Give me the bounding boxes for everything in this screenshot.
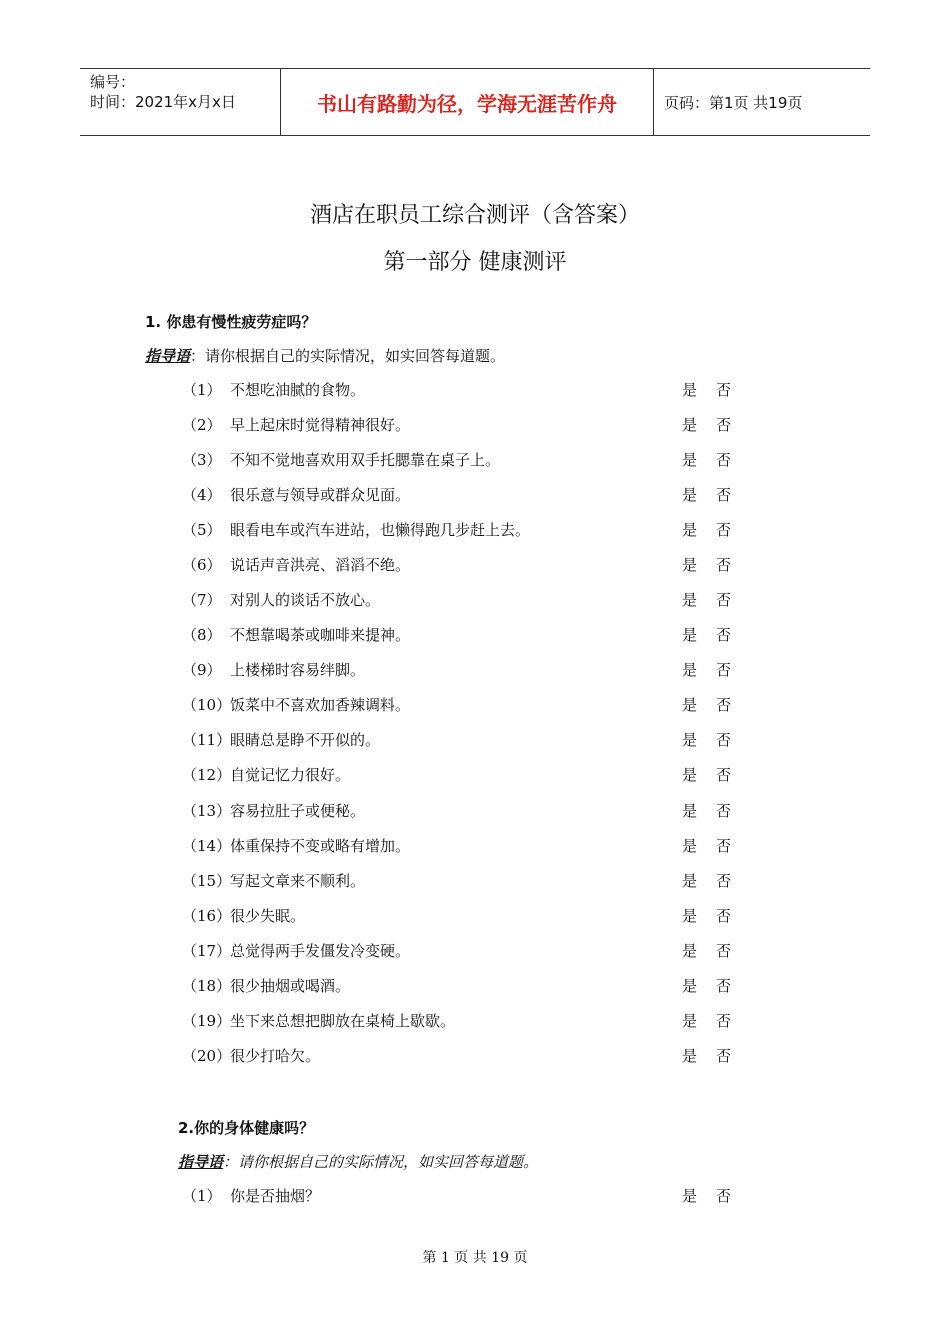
list-item [182, 1185, 742, 1209]
item-number: （20） [182, 1047, 232, 1065]
item-text: 很少失眠。 [230, 907, 306, 925]
list-item [182, 764, 742, 788]
item-number: （19） [182, 1012, 232, 1030]
item-text: 写起文章来不顺利。 [230, 872, 366, 890]
item-text: 早上起床时觉得精神很好。 [230, 416, 411, 434]
yes-option: 是 [682, 556, 698, 574]
guide-text: ：请你根据自己的实际情况，如实回答每道题。 [190, 347, 506, 365]
item-number: （5） [182, 521, 222, 539]
no-option: 否 [716, 416, 732, 434]
item-text: 说话声音洪亮、滔滔不绝。 [230, 556, 411, 574]
list-item [182, 484, 742, 508]
section-2-guide [178, 1151, 538, 1172]
guide-text: ：请你根据自己的实际情况，如实回答每道题。 [223, 1153, 539, 1171]
no-option: 否 [716, 661, 732, 679]
yes-option: 是 [682, 1187, 698, 1205]
list-item [182, 554, 742, 578]
list-item [182, 905, 742, 929]
no-option: 否 [716, 696, 732, 714]
yes-option: 是 [682, 837, 698, 855]
no-option: 否 [716, 977, 732, 995]
item-number: （3） [182, 451, 222, 469]
item-number: （9） [182, 661, 222, 679]
item-text: 不想吃油腻的食物。 [230, 381, 366, 399]
list-item [182, 1045, 742, 1069]
item-text: 你是否抽烟？ [230, 1187, 321, 1205]
item-number: （1） [182, 381, 222, 399]
list-item [182, 940, 742, 964]
item-number: （1） [182, 1187, 222, 1205]
header-motto-cell [281, 69, 654, 135]
guide-label: 指导语 [178, 1153, 224, 1171]
yes-option: 是 [682, 872, 698, 890]
yes-option: 是 [682, 591, 698, 609]
item-number: （13） [182, 802, 232, 820]
header-page-number: 页码：第1页 共19页 [664, 93, 803, 112]
item-number: （8） [182, 626, 222, 644]
yes-option: 是 [682, 731, 698, 749]
section-1-guide [145, 345, 505, 366]
item-text: 饭菜中不喜欢加香辣调料。 [230, 696, 411, 714]
document-number-label: 编号： [90, 73, 136, 91]
yes-option: 是 [682, 1012, 698, 1030]
header-motto: 书山有路勤为径，学海无涯苦作舟 [317, 91, 617, 116]
no-option: 否 [716, 626, 732, 644]
item-text: 总觉得两手发僵发冷变硬。 [230, 942, 411, 960]
item-number: （11） [182, 731, 232, 749]
item-text: 自觉记忆力很好。 [230, 766, 351, 784]
header-page-cell [654, 69, 870, 135]
list-item [182, 800, 742, 824]
list-item [182, 414, 742, 438]
no-option: 否 [716, 486, 732, 504]
item-text: 不知不觉地喜欢用双手托腮靠在桌子上。 [230, 451, 501, 469]
guide-label: 指导语 [145, 347, 191, 365]
list-item [182, 659, 742, 683]
no-option: 否 [716, 1187, 732, 1205]
item-number: （18） [182, 977, 232, 995]
item-text: 上楼梯时容易绊脚。 [230, 661, 366, 679]
item-text: 很少打哈欠。 [230, 1047, 321, 1065]
no-option: 否 [716, 907, 732, 925]
no-option: 否 [716, 521, 732, 539]
section-2-heading: 2.你的身体健康吗？ [178, 1119, 315, 1137]
item-number: （16） [182, 907, 232, 925]
no-option: 否 [716, 766, 732, 784]
item-text: 容易拉肚子或便秘。 [230, 802, 366, 820]
list-item [182, 870, 742, 894]
item-number: （15） [182, 872, 232, 890]
list-item [182, 379, 742, 403]
no-option: 否 [716, 802, 732, 820]
no-option: 否 [716, 731, 732, 749]
yes-option: 是 [682, 416, 698, 434]
yes-option: 是 [682, 907, 698, 925]
yes-option: 是 [682, 696, 698, 714]
yes-option: 是 [682, 977, 698, 995]
list-item [182, 1010, 742, 1034]
yes-option: 是 [682, 802, 698, 820]
item-number: （10） [182, 696, 232, 714]
no-option: 否 [716, 381, 732, 399]
document-title: 酒店在职员工综合测评（含答案） [309, 203, 640, 228]
no-option: 否 [716, 556, 732, 574]
yes-option: 是 [682, 661, 698, 679]
yes-option: 是 [682, 381, 698, 399]
yes-option: 是 [682, 486, 698, 504]
item-text: 不想靠喝茶或咖啡来提神。 [230, 626, 411, 644]
list-item [182, 729, 742, 753]
item-text: 坐下来总想把脚放在桌椅上歇歇。 [230, 1012, 456, 1030]
no-option: 否 [716, 837, 732, 855]
item-number: （12） [182, 766, 232, 784]
yes-option: 是 [682, 626, 698, 644]
no-option: 否 [716, 1012, 732, 1030]
document-subtitle: 第一部分 健康测评 [383, 250, 567, 275]
yes-option: 是 [682, 1047, 698, 1065]
document-date-label: 时间：2021年x月x日 [90, 93, 236, 111]
no-option: 否 [716, 872, 732, 890]
item-number: （17） [182, 942, 232, 960]
item-number: （2） [182, 416, 222, 434]
yes-option: 是 [682, 521, 698, 539]
no-option: 否 [716, 942, 732, 960]
list-item [182, 975, 742, 999]
item-number: （4） [182, 486, 222, 504]
list-item [182, 519, 742, 543]
list-item [182, 835, 742, 859]
list-item [182, 589, 742, 613]
yes-option: 是 [682, 766, 698, 784]
list-item [182, 449, 742, 473]
item-number: （6） [182, 556, 222, 574]
item-text: 对别人的谈话不放心。 [230, 591, 381, 609]
no-option: 否 [716, 1047, 732, 1065]
list-item [182, 694, 742, 718]
yes-option: 是 [682, 451, 698, 469]
no-option: 否 [716, 591, 732, 609]
item-text: 很少抽烟或喝酒。 [230, 977, 351, 995]
page-header [80, 68, 870, 136]
no-option: 否 [716, 451, 732, 469]
page-footer: 第 1 页 共 19 页 [422, 1250, 528, 1266]
item-text: 眼睛总是睁不开似的。 [230, 731, 381, 749]
item-text: 很乐意与领导或群众见面。 [230, 486, 411, 504]
header-left-cell [80, 69, 281, 135]
item-number: （7） [182, 591, 222, 609]
item-number: （14） [182, 837, 232, 855]
yes-option: 是 [682, 942, 698, 960]
item-text: 眼看电车或汽车进站，也懒得跑几步赶上去。 [230, 521, 531, 539]
section-1-heading: 1. 你患有慢性疲劳症吗？ [145, 313, 317, 331]
list-item [182, 624, 742, 648]
item-text: 体重保持不变或略有增加。 [230, 837, 411, 855]
